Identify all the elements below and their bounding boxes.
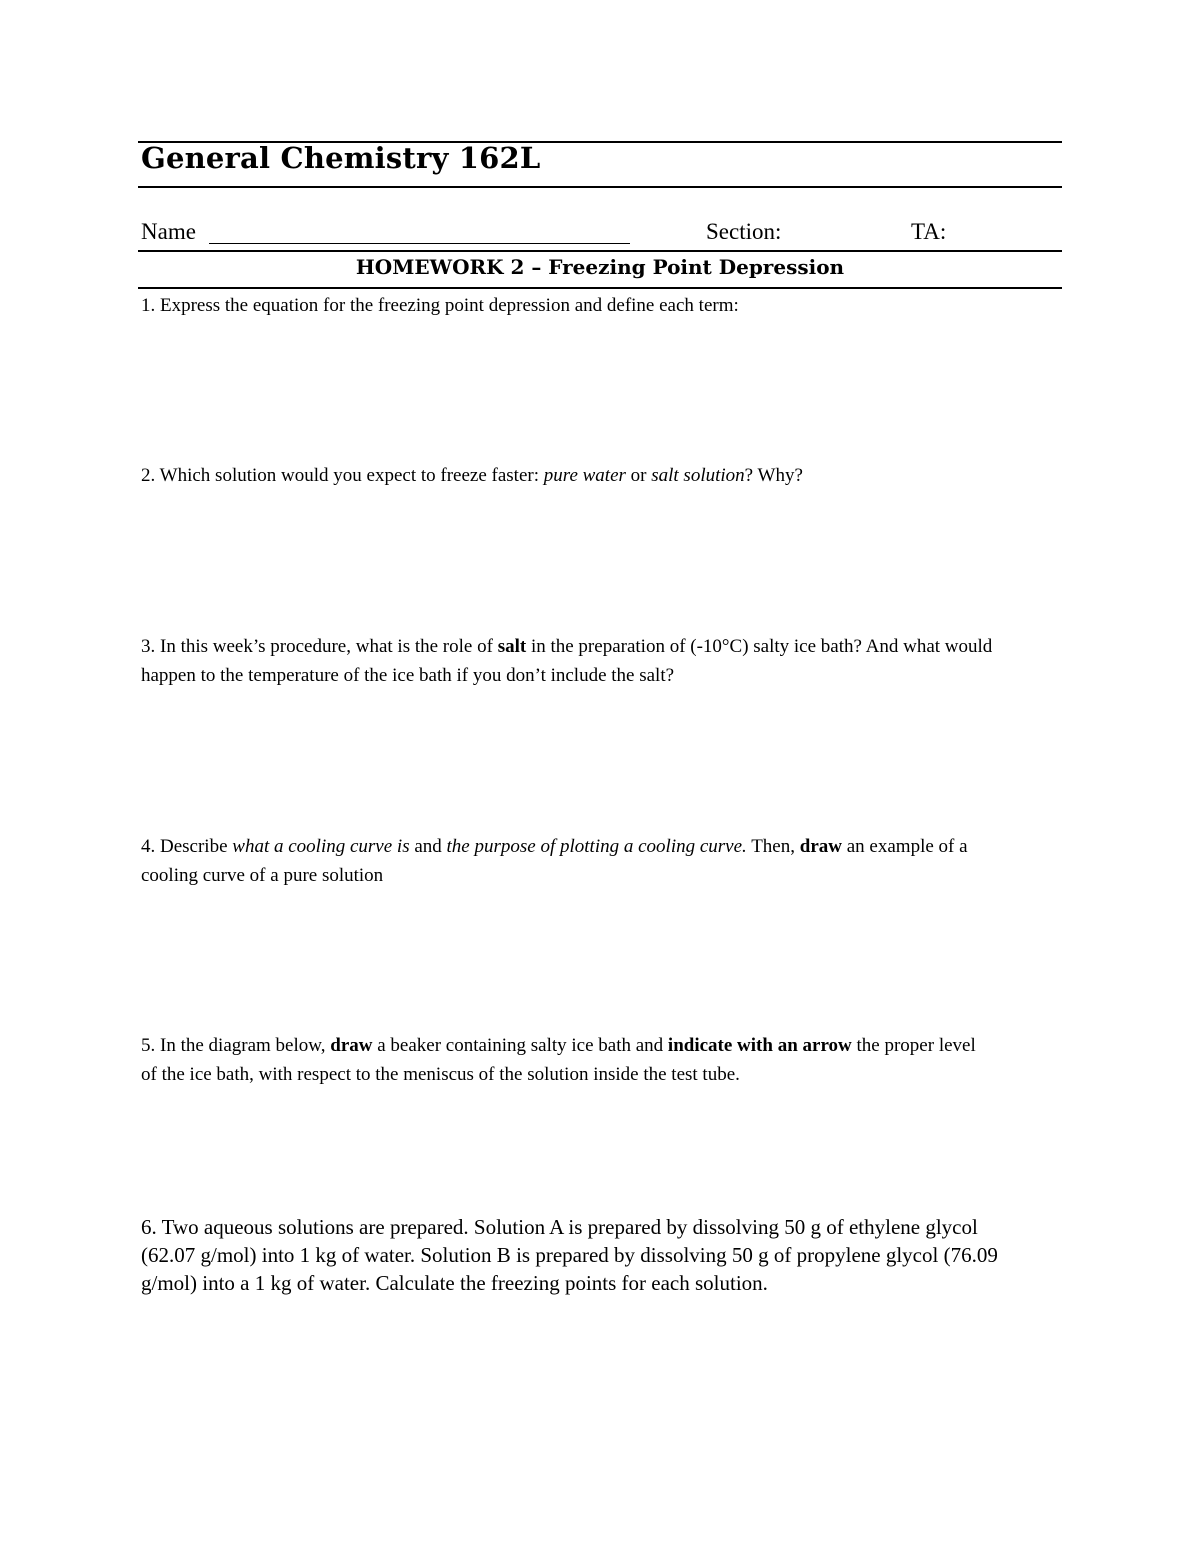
question-text-run: salt xyxy=(497,636,527,657)
question-line xyxy=(141,832,1116,861)
question-text-run: 4. Describe xyxy=(141,836,233,857)
question-text-run: an example of a xyxy=(841,836,968,857)
question-text-run: a beaker containing salty ice bath and xyxy=(372,1035,668,1056)
question-text-run: Then, xyxy=(746,836,800,857)
fields-rule xyxy=(138,250,1062,252)
question-line xyxy=(141,291,1116,320)
question-text-run: of the ice bath, with respect to the meniscus of the solution inside the test tube. xyxy=(141,1064,740,1085)
question-text-run: pure water xyxy=(543,465,626,486)
question-line xyxy=(141,1269,1116,1297)
section-label: Section: xyxy=(706,219,782,244)
question-5 xyxy=(141,1031,1116,1089)
course-title: General Chemistry 162L xyxy=(141,141,541,175)
question-text-run: 1. Express the equation for the freezing point depression and define each term: xyxy=(141,295,739,316)
question-text-run: 3. In this week’s procedure, what is the role of xyxy=(141,636,498,657)
question-line xyxy=(141,861,1116,890)
question-text-run: ? Why? xyxy=(744,465,803,486)
question-text-run: 2. Which solution would you expect to freeze faster: xyxy=(141,465,544,486)
question-text-run: what a cooling curve is xyxy=(232,836,410,857)
question-text-run: draw xyxy=(330,1035,373,1056)
question-line xyxy=(141,1213,1116,1241)
name-field[interactable] xyxy=(209,243,630,244)
question-text-run: 6. Two aqueous solutions are prepared. Solution A is prepared by dissolving 50 g of ethylene glycol xyxy=(141,1215,978,1239)
question-line xyxy=(141,461,1116,490)
question-line xyxy=(141,1241,1116,1269)
question-text-run: in the preparation of (-10°C) salty ice bath? And what would xyxy=(526,636,993,657)
question-4 xyxy=(141,832,1116,890)
question-6 xyxy=(141,1213,1116,1297)
question-text-run: and xyxy=(409,836,447,857)
question-line xyxy=(141,661,1116,690)
question-text-run: happen to the temperature of the ice bath if you don’t include the salt? xyxy=(141,665,675,686)
question-text-run: 5. In the diagram below, xyxy=(141,1035,331,1056)
question-text-run: g/mol) into a 1 kg of water. Calculate the freezing points for each solution. xyxy=(141,1271,768,1295)
question-line xyxy=(141,1031,1116,1060)
question-text-run: the proper level xyxy=(851,1035,976,1056)
question-text-run: the purpose of plotting a cooling curve. xyxy=(446,836,747,857)
homework-title-rule xyxy=(138,287,1062,289)
question-2 xyxy=(141,461,1116,490)
question-text-run: (62.07 g/mol) into 1 kg of water. Solution B is prepared by dissolving 50 g of propylene glycol (76.09 xyxy=(141,1243,998,1267)
name-label: Name xyxy=(141,219,196,244)
header-bottom-rule xyxy=(138,186,1062,188)
question-text-run: or xyxy=(625,465,652,486)
question-text-run: draw xyxy=(799,836,842,857)
question-text-run: indicate with an arrow xyxy=(667,1035,852,1056)
question-line xyxy=(141,632,1116,661)
question-text-run: salt solution xyxy=(651,465,745,486)
homework-title: HOMEWORK 2 – Freezing Point Depression xyxy=(355,255,845,279)
question-3 xyxy=(141,632,1116,690)
question-line xyxy=(141,1060,1116,1089)
question-1 xyxy=(141,291,1116,320)
question-text-run: cooling curve of a pure solution xyxy=(141,865,384,886)
ta-label: TA: xyxy=(911,219,947,244)
